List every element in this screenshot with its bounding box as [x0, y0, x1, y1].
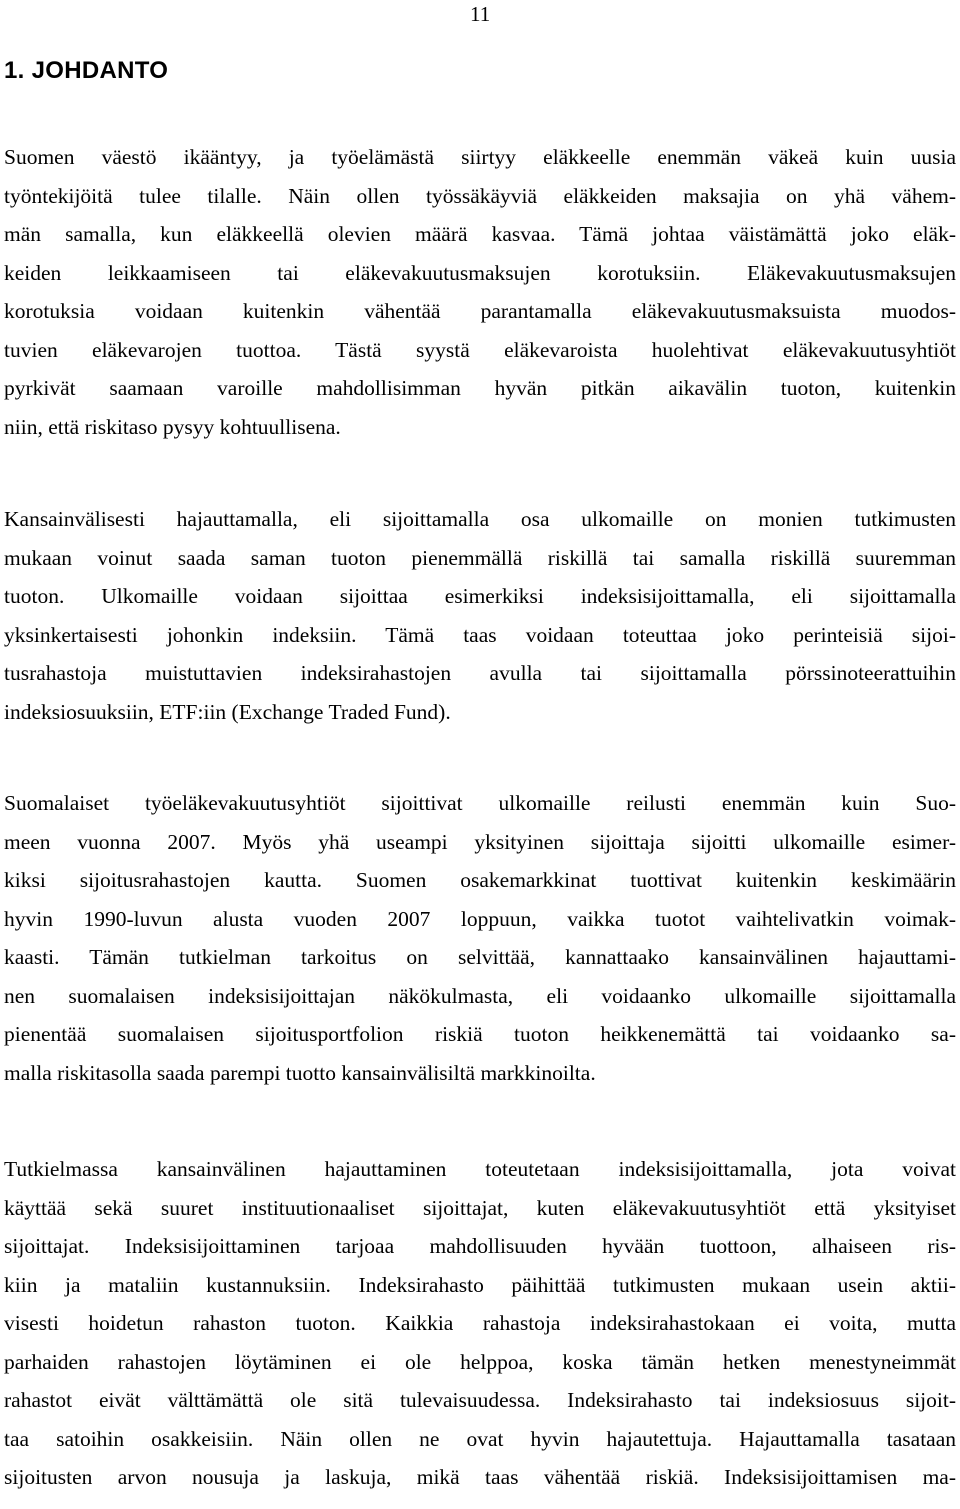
- text-line: keiden leikkaamiseen tai eläkevakuutusmaksujen korotuksiin. Eläkevakuutusmaksujen: [4, 260, 956, 285]
- text-line: tuoton. Ulkomaille voidaan sijoittaa esimerkiksi indeksisijoittamalla, eli sijoittamalla: [4, 584, 956, 608]
- chapter-heading: 1. JOHDANTO: [4, 57, 169, 84]
- text-line: Suomalaiset työeläkevakuutusyhtiöt sijoittivat ulkomaille reilusti enemmän kuin Suo-: [4, 791, 956, 815]
- text-line: män samalla, kun eläkkeellä olevien määrä kasvaa. Tämä johtaa väistämättä joko eläk-: [4, 222, 956, 246]
- text-line: niin, että riskitaso pysyy kohtuullisena.: [4, 414, 341, 439]
- text-line: mukaan voinut saada saman tuoton pienemmällä riskillä tai samalla riskillä suuremman: [4, 545, 956, 570]
- text-line: visesti hoidetun rahaston tuoton. Kaikkia rahastoja indeksirahastokaan ei voita, mutta: [4, 1311, 956, 1335]
- text-line: taa satoihin osakkeisiin. Näin ollen ne ovat hyvin hajautettuja. Hajauttamalla tasataan: [4, 1426, 956, 1451]
- text-line: Tutkielmassa kansainvälinen hajauttaminen toteutetaan indeksisijoittamalla, jota voivat: [4, 1157, 956, 1181]
- text-line: pienentää suomalaisen sijoitusportfolion riskiä tuoton heikkenemättä tai voidaanko sa-: [4, 1022, 956, 1046]
- text-line: meen vuonna 2007. Myös yhä useampi yksityinen sijoittaja sijoitti ulkomaille esimer-: [4, 829, 956, 854]
- text-line: yksinkertaisesti johonkin indeksiin. Tämä taas voidaan toteuttaa joko perinteisiä sijoi-: [4, 622, 956, 647]
- text-line: tusrahastoja muistuttavien indeksirahastojen avulla tai sijoittamalla pörssinoteerattuihin: [4, 661, 956, 685]
- text-line: sijoitusten arvon nousuja ja laskuja, mikä taas vähentää riskiä. Indeksisijoittamisen ma-: [4, 1465, 956, 1489]
- text-line: sijoittajat. Indeksisijoittaminen tarjoaa mahdollisuuden hyvään tuottoon, alhaiseen ris-: [4, 1234, 956, 1258]
- text-line: nen suomalaisen indeksisijoittajan näkökulmasta, eli voidaanko ulkomaille sijoittamalla: [4, 983, 956, 1008]
- text-line: korotuksia voidaan kuitenkin vähentää parantamalla eläkevakuutusmaksuista muodos-: [4, 299, 956, 323]
- text-line: malla riskitasolla saada parempi tuotto kansainvälisiltä markkinoilta.: [4, 1060, 596, 1085]
- text-line: hyvin 1990-luvun alusta vuoden 2007 loppuun, vaikka tuotot vaihtelivatkin voimak-: [4, 906, 956, 931]
- text-line: kiin ja mataliin kustannuksiin. Indeksirahasto päihittää tutkimusten mukaan usein aktii-: [4, 1272, 956, 1297]
- text-line: kaasti. Tämän tutkielman tarkoitus on selvittää, kannattaako kansainvälinen hajauttami-: [4, 945, 956, 969]
- text-line: kiksi sijoitusrahastojen kautta. Suomen osakemarkkinat tuottivat kuitenkin keskimäärin: [4, 868, 956, 892]
- text-line: tuvien eläkevarojen tuottoa. Tästä syystä eläkevaroista huolehtivat eläkevakuutusyhtiöt: [4, 337, 956, 362]
- text-line: Suomen väestö ikääntyy, ja työelämästä siirtyy eläkkeelle enemmän väkeä kuin uusia: [4, 145, 956, 169]
- page-number: 11: [470, 2, 491, 26]
- paragraph-1: [4, 138, 956, 446]
- text-line: rahastot eivät välttämättä ole sitä tulevaisuudessa. Indeksirahasto tai indeksiosuus sijoit-: [4, 1388, 956, 1412]
- paragraph-2: [4, 500, 956, 731]
- paragraph-3: [4, 784, 956, 1092]
- text-line: pyrkivät saamaan varoille mahdollisimman hyvän pitkän aikavälin tuoton, kuitenkin: [4, 376, 956, 400]
- paragraph-4: [4, 1150, 956, 1497]
- text-line: indeksiosuuksiin, ETF:iin (Exchange Traded Fund).: [4, 699, 451, 724]
- text-line: käyttää sekä suuret instituutionaaliset sijoittajat, kuten eläkevakuutusyhtiöt että yksityiset: [4, 1195, 956, 1220]
- text-line: parhaiden rahastojen löytäminen ei ole helppoa, koska tämän hetken menestyneimmät: [4, 1349, 956, 1374]
- text-line: työntekijöitä tulee tilalle. Näin ollen työssäkäyviä eläkkeiden maksajia on yhä vähem-: [4, 183, 956, 208]
- text-line: Kansainvälisesti hajauttamalla, eli sijoittamalla osa ulkomaille on monien tutkimusten: [4, 507, 956, 531]
